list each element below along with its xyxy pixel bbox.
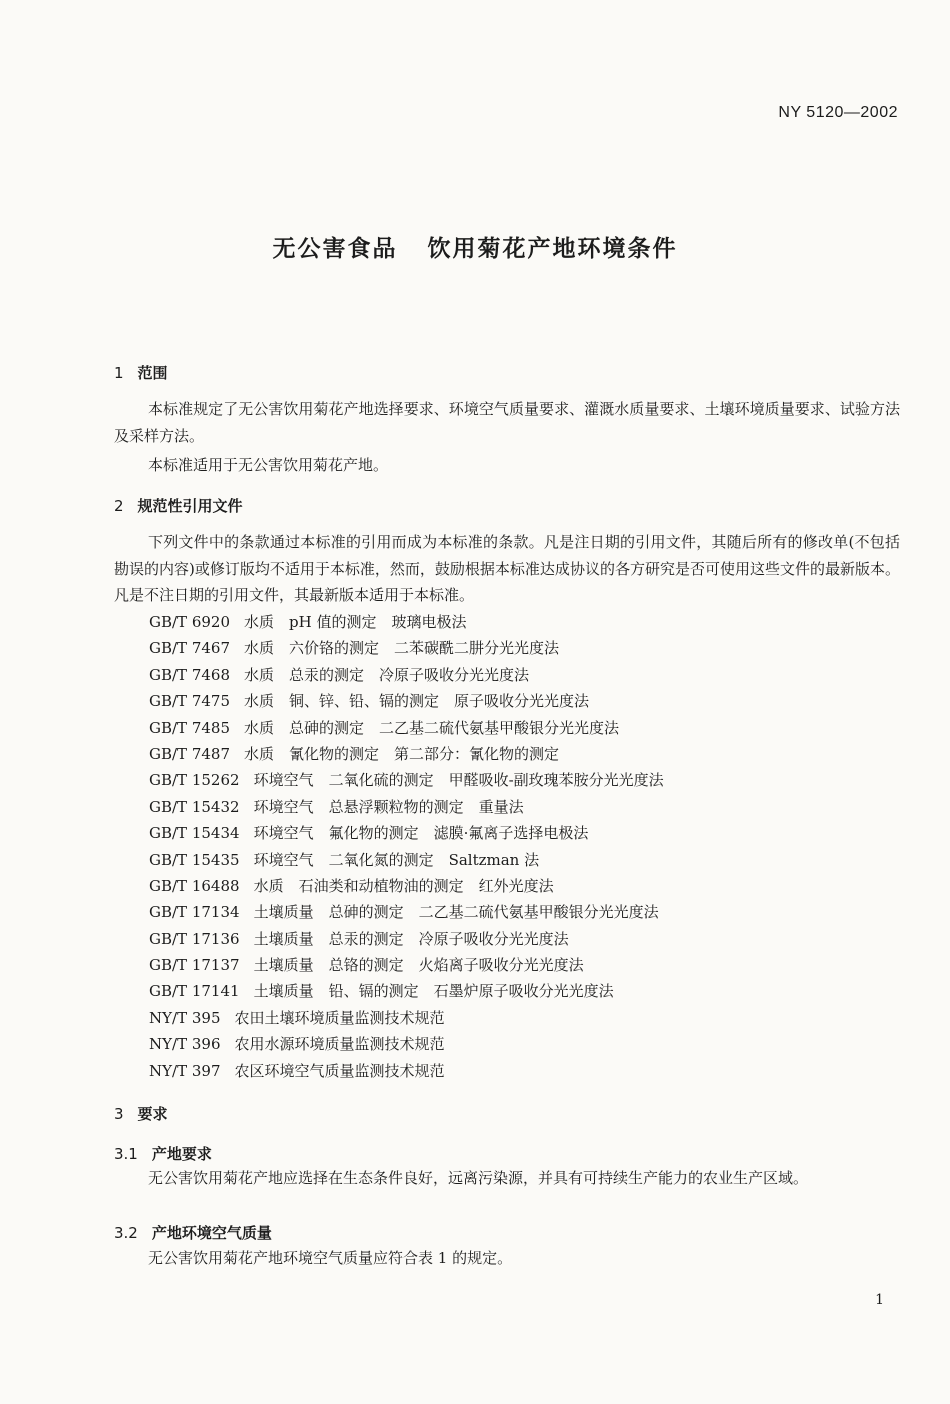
reference-item: GB/T 15262 环境空气 二氧化硫的测定 甲醛吸收-副玫瑰苯胺分光光度法 (149, 771, 664, 790)
reference-item: GB/T 17141 土壤质量 铅、镉的测定 石墨炉原子吸收分光光度法 (149, 982, 614, 1001)
title-part1: 无公害食品 (272, 236, 398, 262)
reference-item: NY/T 396 农用水源环境质量监测技术规范 (149, 1035, 445, 1054)
reference-item: GB/T 15434 环境空气 氟化物的测定 滤膜·氟离子选择电极法 (149, 824, 589, 843)
reference-list (149, 609, 889, 1084)
reference-item: GB/T 16488 水质 石油类和动植物油的测定 红外光度法 (149, 876, 554, 895)
page-number: 1 (875, 1292, 884, 1308)
reference-item: GB/T 17134 土壤质量 总砷的测定 二乙基二硫代氨基甲酸银分光光度法 (149, 903, 659, 922)
section-3-2-para: 无公害饮用菊花产地环境空气质量应符合表 1 的规定。 (148, 1249, 513, 1267)
reference-item: GB/T 7475 水质 铜、锌、铅、镉的测定 原子吸收分光光度法 (149, 692, 590, 711)
section-1-para-2: 本标准适用于无公害饮用菊花产地。 (148, 456, 389, 474)
title-part2: 饮用菊花产地环境条件 (427, 236, 678, 262)
reference-item: GB/T 17136 土壤质量 总汞的测定 冷原子吸收分光光度法 (149, 929, 569, 948)
reference-item: GB/T 17137 土壤质量 总铬的测定 火焰离子吸收分光光度法 (149, 956, 584, 975)
reference-item: NY/T 397 农区环境空气质量监测技术规范 (149, 1061, 445, 1080)
section-2-para-1: 下列文件中的条款通过本标准的引用而成为本标准的条款。凡是注日期的引用文件，其随后所有的修改单(不包括勘误的内容)或修订版均不适用于本标准，然而，鼓励根据本标准达成协议的各方研究是否可使用这些文件的最新版本。凡是不注日期的引用文件，其最新版本适用于本标准。 (114, 533, 900, 604)
section-1-heading: 1 范围 (114, 364, 168, 382)
standard-number: NY 5120—2002 (778, 104, 898, 121)
section-1-para-1: 本标准规定了无公害饮用菊花产地选择要求、环境空气质量要求、灌溉水质量要求、土壤环境质量要求、试验方法及采样方法。 (114, 400, 900, 445)
document-title (0, 230, 950, 263)
section-2-heading: 2 规范性引用文件 (114, 497, 243, 515)
reference-item: NY/T 395 农田土壤环境质量监测技术规范 (149, 1008, 445, 1027)
reference-item: GB/T 7468 水质 总汞的测定 冷原子吸收分光光度法 (149, 665, 530, 684)
reference-item: GB/T 15435 环境空气 二氧化氮的测定 Saltzman 法 (149, 850, 540, 869)
reference-item: GB/T 7485 水质 总砷的测定 二乙基二硫代氨基甲酸银分光光度法 (149, 718, 620, 737)
reference-item: GB/T 7487 水质 氰化物的测定 第二部分：氰化物的测定 (149, 744, 560, 763)
section-3-1-heading: 3.1 产地要求 (114, 1145, 212, 1163)
reference-item: GB/T 7467 水质 六价铬的测定 二苯碳酰二肼分光光度法 (149, 639, 560, 658)
section-3-2-heading: 3.2 产地环境空气质量 (114, 1224, 272, 1242)
reference-item: GB/T 6920 水质 pH 值的测定 玻璃电极法 (149, 613, 467, 631)
reference-item: GB/T 15432 环境空气 总悬浮颗粒物的测定 重量法 (149, 797, 524, 816)
section-3-1-para: 无公害饮用菊花产地应选择在生态条件良好，远离污染源，并具有可持续生产能力的农业生产区域。 (148, 1169, 809, 1187)
section-3-heading: 3 要求 (114, 1105, 168, 1123)
